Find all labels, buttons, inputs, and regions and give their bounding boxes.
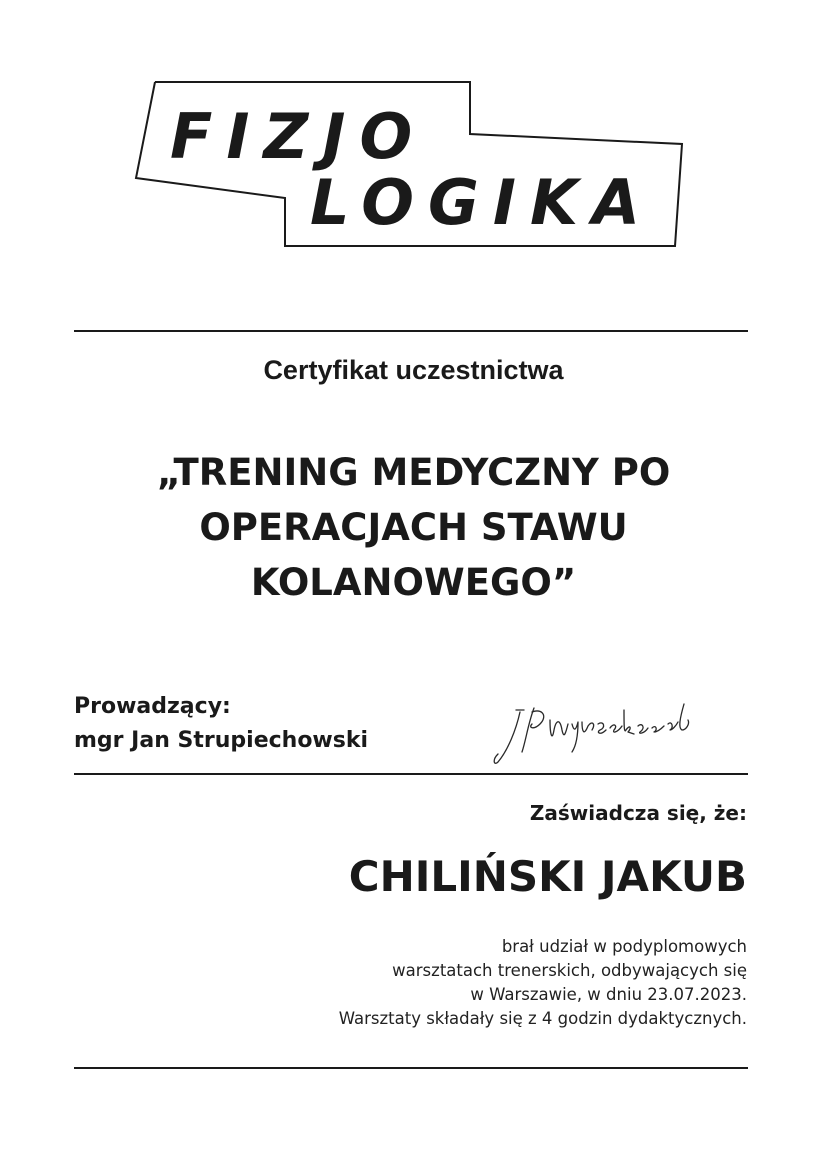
- bottom-divider: [74, 1067, 748, 1069]
- instructor-label: Prowadzący:: [74, 694, 231, 719]
- details-line-2: warsztatach trenerskich, odbywających się: [392, 961, 747, 980]
- top-divider: [74, 330, 748, 332]
- attestation-details: [227, 935, 747, 1031]
- participant-name: CHILIŃSKI JAKUB: [348, 852, 747, 901]
- logo-line-1: FIZJO: [170, 100, 427, 173]
- logo-line-2: LOGIKA: [310, 166, 654, 239]
- details-line-4: Warsztaty składały się z 4 godzin dydaktycznych.: [338, 1009, 747, 1028]
- instructor-name: mgr Jan Strupiechowski: [74, 728, 369, 753]
- course-title-line-2: OPERACJACH STAWU: [199, 506, 628, 549]
- certificate-title: Certyfikat uczestnictwa: [263, 355, 564, 385]
- course-title-line-3: KOLANOWEGO”: [250, 561, 577, 604]
- attestation-label: Zaświadcza się, że:: [529, 801, 747, 825]
- course-title: [60, 445, 767, 610]
- course-title-line-1: „TRENING MEDYCZNY PO: [156, 451, 671, 494]
- middle-divider: [74, 773, 748, 775]
- details-line-1: brał udział w podyplomowych: [501, 937, 747, 956]
- fizjologika-logo: [130, 78, 690, 250]
- instructor-block: [74, 690, 368, 758]
- instructor-signature: [488, 690, 708, 770]
- details-line-3: w Warszawie, w dniu 23.07.2023.: [470, 985, 747, 1004]
